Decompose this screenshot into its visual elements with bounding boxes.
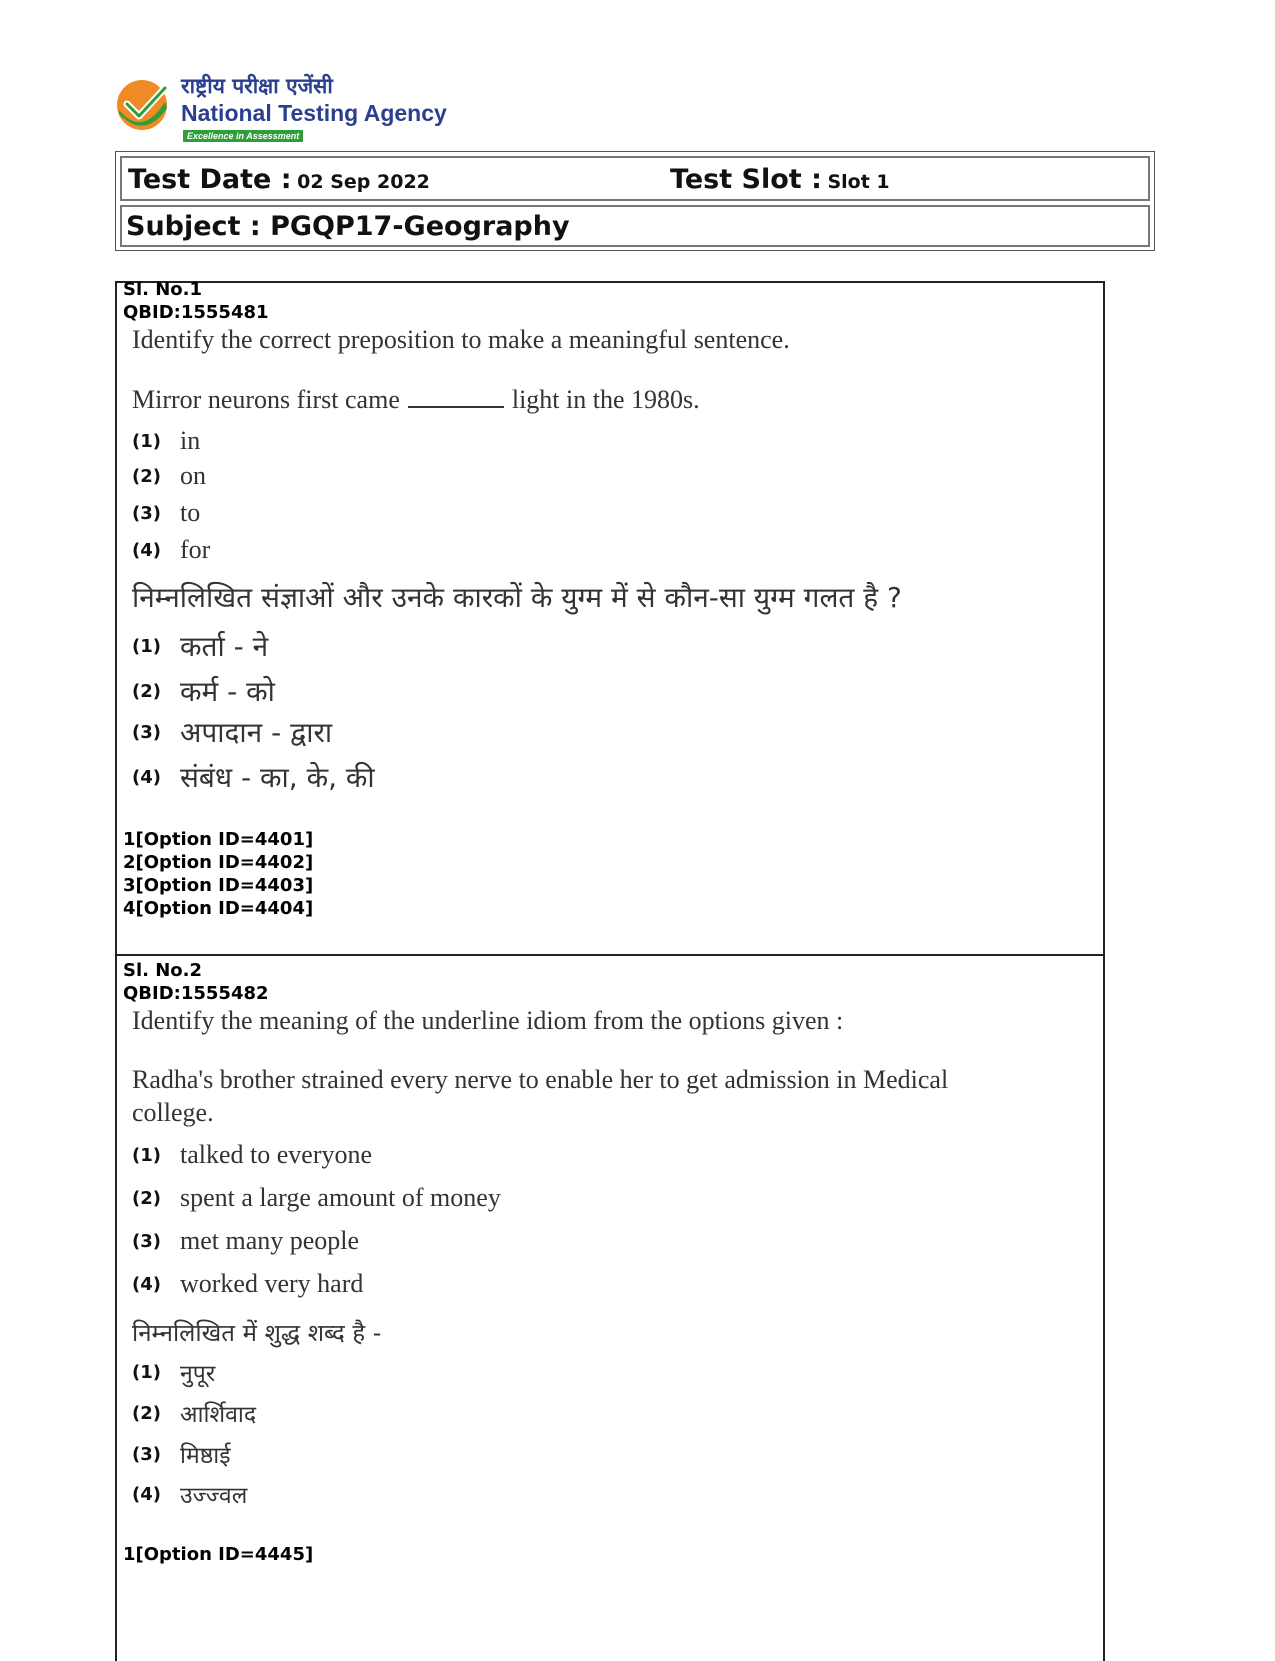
questions-container — [115, 281, 1105, 1661]
org-tagline: Excellence in Assessment — [183, 130, 303, 142]
question-prompt: Identify the meaning of the underline idiom from the options given : — [132, 1006, 844, 1035]
option-1[interactable]: (1) talked to everyone — [132, 1140, 373, 1169]
question-qbid: QBID:1555481 — [123, 302, 269, 323]
question-qbid: QBID:1555482 — [123, 983, 269, 1004]
subject-value: Subject : PGQP17-Geography — [126, 211, 570, 242]
test-info-row-subject — [120, 205, 1150, 247]
hindi-question-prompt: निम्नलिखित में शुद्ध शब्द है - — [132, 1319, 382, 1347]
option-4[interactable]: (4) worked very hard — [132, 1269, 364, 1298]
question-sl-no: Sl. No.1 — [123, 279, 203, 300]
option-id-list — [123, 1543, 313, 1566]
question-sl-no: Sl. No.2 — [123, 960, 203, 981]
nta-logo — [115, 72, 475, 144]
question-sentence — [132, 384, 700, 415]
hindi-option-4[interactable]: (4) संबंध - का, के, की — [132, 761, 375, 794]
org-name-english: National Testing Agency — [181, 100, 447, 126]
option-2[interactable]: (2) spent a large amount of money — [132, 1183, 501, 1212]
test-info-row-date-slot — [120, 156, 1150, 201]
question-sentence: Radha's brother strained every nerve to enable her to get admission in Medical college. — [132, 1065, 949, 1127]
hindi-option-2[interactable]: (2) आर्शिवाद — [132, 1402, 257, 1428]
sentence-after-blank: light in the 1980s. — [511, 385, 700, 414]
test-date-value: 02 Sep 2022 — [297, 171, 430, 193]
sentence-before-blank: Mirror neurons first came — [132, 385, 400, 414]
option-id: 4[Option ID=4404] — [123, 898, 314, 919]
nta-checkmark-logo-icon — [115, 78, 169, 132]
hindi-option-3[interactable]: (3) मिष्ठाई — [132, 1443, 231, 1469]
option-id: 2[Option ID=4402] — [123, 852, 314, 873]
test-info-table — [115, 151, 1155, 251]
test-date-label: Test Date : — [128, 164, 292, 195]
sentence-blank — [408, 384, 504, 408]
hindi-option-4[interactable]: (4) उज्ज्वल — [132, 1483, 248, 1509]
option-id-list — [123, 828, 313, 920]
option-id: 1[Option ID=4445] — [123, 1544, 314, 1565]
option-3[interactable]: (3) to — [132, 498, 201, 527]
option-id: 1[Option ID=4401] — [123, 829, 314, 850]
org-name-hindi: राष्ट्रीय परीक्षा एजेंसी — [181, 74, 333, 98]
test-slot-label: Test Slot : — [670, 164, 822, 195]
option-2[interactable]: (2) on — [132, 461, 206, 490]
test-slot-cell — [670, 164, 890, 195]
hindi-option-2[interactable]: (2) कर्म - को — [132, 675, 275, 708]
question-2-meta — [123, 959, 269, 1005]
question-1-meta — [123, 278, 269, 324]
hindi-option-1[interactable]: (1) नुपूर — [132, 1361, 216, 1387]
option-id: 3[Option ID=4403] — [123, 875, 314, 896]
question-prompt: Identify the correct preposition to make a meaningful sentence. — [132, 325, 790, 354]
hindi-option-3[interactable]: (3) अपादान - द्वारा — [132, 716, 333, 749]
option-3[interactable]: (3) met many people — [132, 1226, 360, 1255]
question-divider — [117, 954, 1103, 956]
test-slot-value: Slot 1 — [827, 171, 890, 193]
option-1[interactable]: (1) in — [132, 426, 201, 455]
test-date-cell — [128, 164, 430, 195]
option-4[interactable]: (4) for — [132, 535, 211, 564]
hindi-option-1[interactable]: (1) कर्ता - ने — [132, 630, 269, 663]
hindi-question-prompt: निम्नलिखित संज्ञाओं और उनके कारकों के युग्म में से कौन-सा युग्म गलत है ? — [132, 581, 902, 614]
